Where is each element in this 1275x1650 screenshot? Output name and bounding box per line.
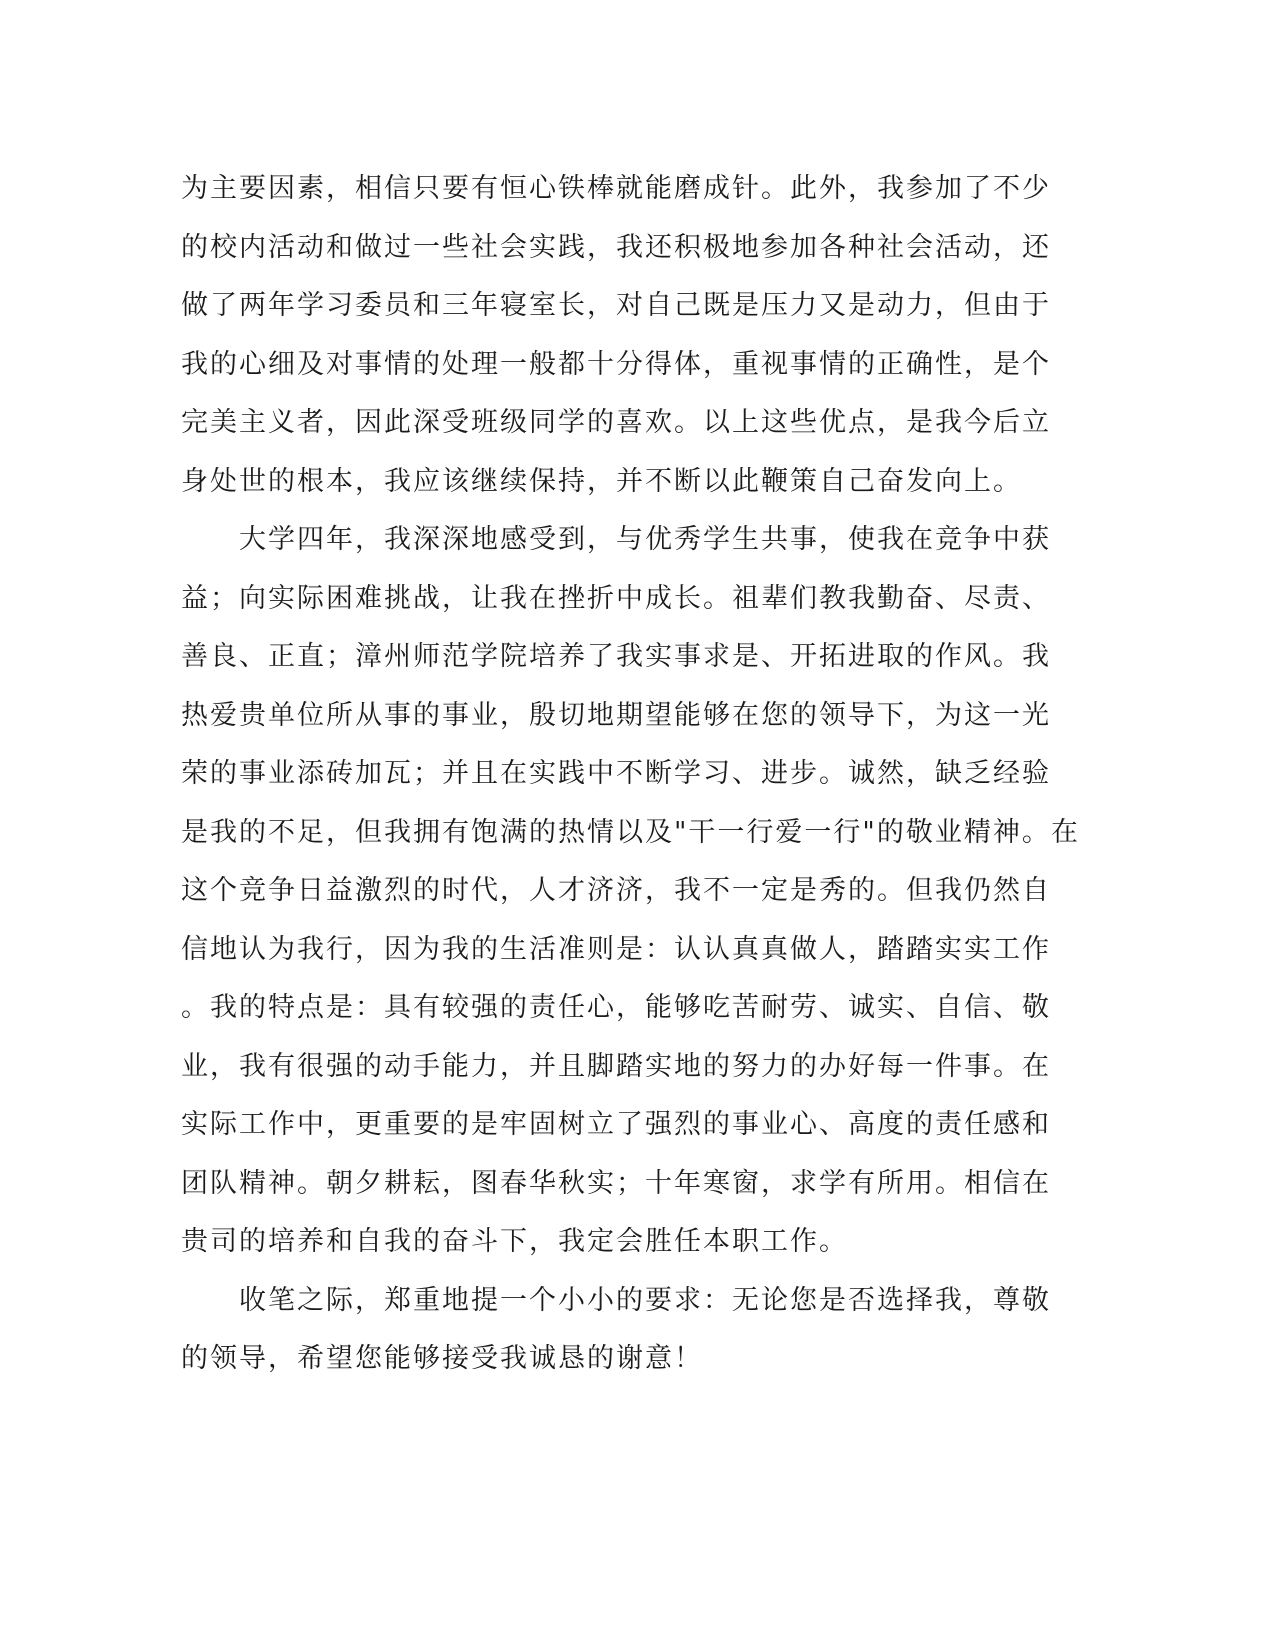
text-line: 为主要因素，相信只要有恒心铁棒就能磨成针。此外，我参加了不少: [181, 173, 1051, 204]
text-line: 贵司的培养和自我的奋斗下，我定会胜任本职工作。: [181, 1226, 848, 1257]
text-line: 团队精神。朝夕耕耘，图春华秋实；十年寒窗，求学有所用。相信在: [181, 1167, 1051, 1199]
text-line: 这个竞争日益激烈的时代，人才济济，我不一定是秀的。但我仍然自: [181, 875, 1051, 906]
text-line: 。我的特点是：具有较强的责任心，能够吃苦耐劳、诚实、自信、敬: [181, 992, 1051, 1023]
text-line: 益；向实际困难挑战，让我在挫折中成长。祖辈们教我勤奋、尽责、: [181, 582, 1051, 614]
text-line: 我的心细及对事情的处理一般都十分得体，重视事情的正确性，是个: [181, 348, 1051, 380]
text-line: 热爱贵单位所从事的事业，殷切地期望能够在您的领导下，为这一光: [181, 699, 1051, 731]
text-line: 荣的事业添砖加瓦；并且在实践中不断学习、进步。诚然，缺乏经验: [181, 758, 1051, 789]
text-line: 是我的不足，但我拥有饱满的热情以及"干一行爱一行"的敬业精神。在: [181, 816, 1080, 848]
text-line: 实际工作中，更重要的是牢固树立了强烈的事业心、高度的责任感和: [181, 1109, 1051, 1140]
text-line: 业，我有很强的动手能力，并且脚踏实地的努力的办好每一件事。在: [181, 1050, 1051, 1082]
text-line: 信地认为我行，因为我的生活准则是：认认真真做人，踏踏实实工作: [181, 933, 1051, 965]
document-body: [181, 160, 1080, 1389]
text-line: 的领导，希望您能够接受我诚恳的谢意！: [181, 1343, 703, 1374]
paragraph-3: [181, 1272, 1051, 1389]
paragraph-2: [181, 511, 1080, 1272]
text-line: 的校内活动和做过一些社会实践，我还积极地参加各种社会活动，还: [181, 231, 1051, 263]
text-line: 大学四年，我深深地感受到，与优秀学生共事，使我在竞争中获: [181, 524, 1051, 555]
text-line: 善良、正直；漳州师范学院培养了我实事求是、开拓进取的作风。我: [181, 641, 1051, 672]
paragraph-1: [181, 160, 1051, 511]
text-line: 完美主义者，因此深受班级同学的喜欢。以上这些优点，是我今后立: [181, 407, 1051, 438]
text-line: 收笔之际，郑重地提一个小小的要求：无论您是否选择我，尊敬: [181, 1284, 1051, 1316]
text-line: 做了两年学习委员和三年寝室长，对自己既是压力又是动力，但由于: [181, 290, 1051, 321]
text-line: 身处世的根本，我应该继续保持，并不断以此鞭策自己奋发向上。: [181, 465, 1022, 497]
